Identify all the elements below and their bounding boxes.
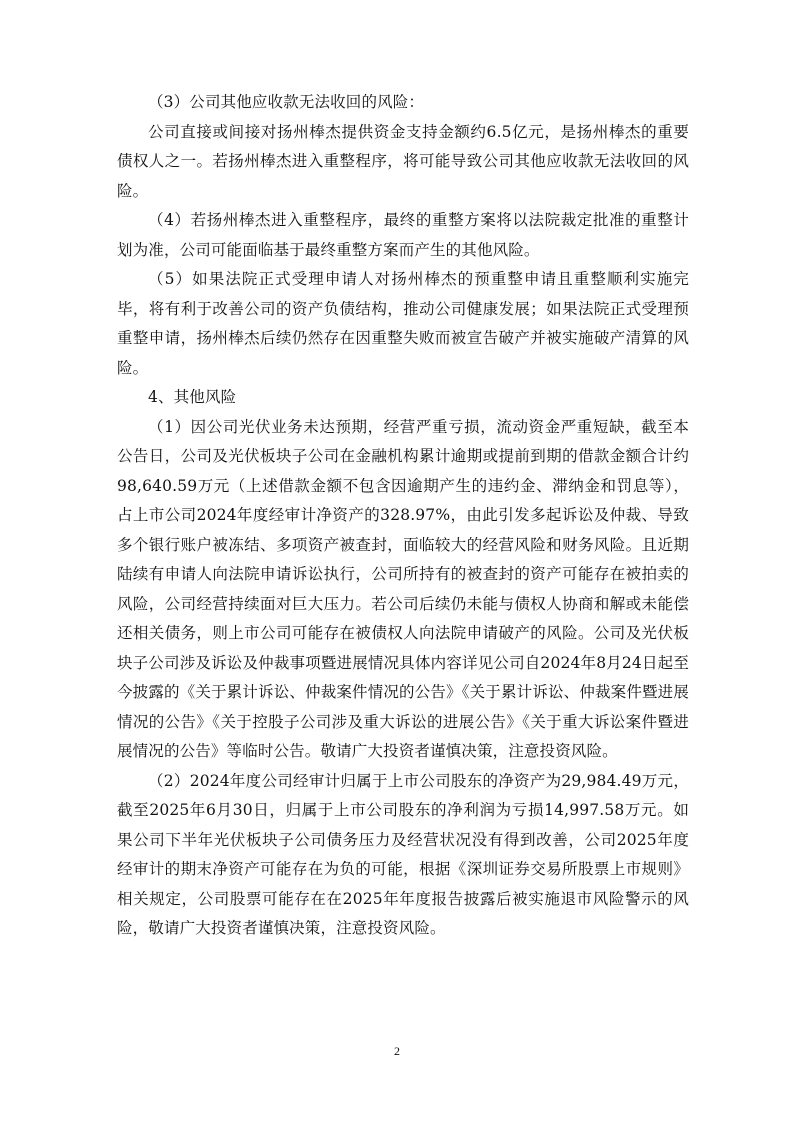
page-number: 2 xyxy=(394,1044,400,1058)
paragraph-risk-3-heading: （3）公司其他应收款无法收回的风险： xyxy=(148,93,425,111)
paragraph-other-risk-1: （1）因公司光伏业务未达预期，经营严重亏损，流动资金严重短缺，截至本公告日，公司及光伏板块子公司在金融机构累计逾期或提前到期的借款金额合计约98,640.59万元（上述借款金额不包含因逾期产生的违约金、滞纳金和罚息等），占上市公司2024年度经审计净资产的328.97%，由此引发多起诉讼及仲裁、导致多个银行账户被冻结、多项资产被查封，面临较大的经营风险和财务风险。且近期陆续有申请人向法院申请诉讼执行，公司所持有的被查封的资产可能存在被拍卖的风险，公司经营持续面对巨大压力。若公司后续仍未能与债权人协商和解或未能偿还相关债务，则上市公司可能存在被债权人向法院申请破产的风险。公司及光伏板块子公司涉及诉讼及仲裁事项暨进展情况具体内容详见公司自2024年8月24日起至今披露的《关于累计诉讼、仲裁案件情况的公告》《关于累计诉讼、仲裁案件暨进展情况的公告》《关于控股子公司涉及重大诉讼的进展公告》《关于重大诉讼案件暨进展情况的公告》等临时公告。敬请广大投资者谨慎决策，注意投资风险。 xyxy=(117,417,689,760)
document-body xyxy=(117,88,689,944)
paragraph-risk-4: （4）若扬州棒杰进入重整程序，最终的重整方案将以法院裁定批准的重整计划为准，公司可能面临基于最终重整方案而产生的其他风险。 xyxy=(117,211,689,259)
section-heading-other-risks: 4、其他风险 xyxy=(148,388,237,406)
paragraph-risk-3-body: 公司直接或间接对扬州棒杰提供资金支持金额约6.5亿元，是扬州棒杰的重要债权人之一。若扬州棒杰进入重整程序，将可能导致公司其他应收款无法收回的风险。 xyxy=(117,122,689,200)
paragraph-other-risk-2: （2）2024年度公司经审计归属于上市公司股东的净资产为29,984.49万元，截至2025年6月30日，归属于上市公司股东的净利润为亏损14,997.58万元。如果公司下半年光伏板块子公司债务压力及经营状况没有得到改善，公司2025年度经审计的期末净资产可能存在为负的可能，根据《深圳证券交易所股票上市规则》相关规定，公司股票可能存在在2025年年度报告披露后被实施退市风险警示的风险，敬请广大投资者谨慎决策，注意投资风险。 xyxy=(117,771,689,937)
paragraph-risk-5: （5）如果法院正式受理申请人对扬州棒杰的预重整申请且重整顺利实施完毕，将有利于改善公司的资产负债结构，推动公司健康发展；如果法院正式受理预重整申请，扬州棒杰后续仍然存在因重整失败而被宣告破产并被实施破产清算的风险。 xyxy=(117,270,689,377)
